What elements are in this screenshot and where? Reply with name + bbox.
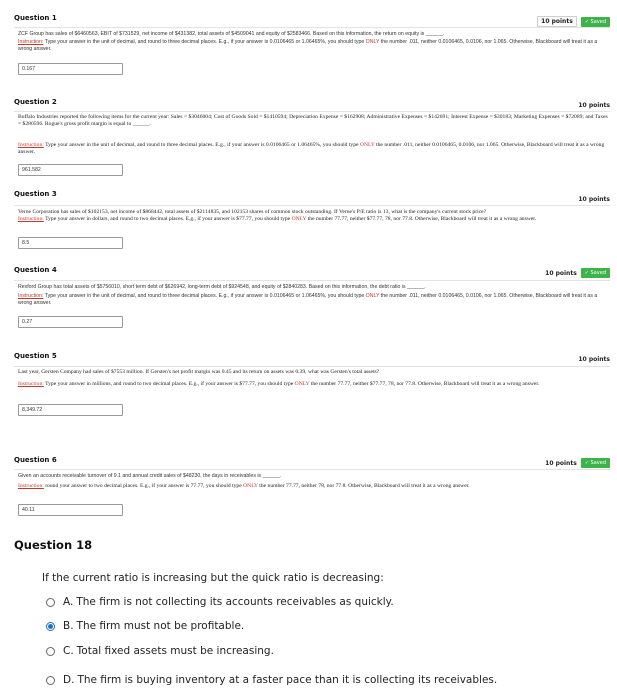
points-label: 10 points — [578, 356, 610, 363]
instruction-label: Instruction: — [18, 216, 44, 222]
option-c[interactable] — [46, 645, 274, 657]
instruction-part: Type your answer in millions, and round to two decimal places. E.g., if your answer is $77.77, you should type — [43, 381, 295, 387]
answer-input[interactable]: 0.27 — [18, 316, 123, 328]
points-label: 10 points — [545, 269, 577, 277]
instruction-text — [18, 381, 610, 388]
question-title: Question 4 — [14, 266, 57, 274]
instruction-part: Type your answer in the unit of decimal, and round to three decimal places. E.g., if your answer is 0.0106465 or 1.06465%, you should type — [43, 293, 366, 299]
option-d[interactable] — [46, 674, 497, 686]
instruction-part: the number 77.77, neither 78, nor 77.8. Otherwise, Blackboard will treat it as a wrong answer. — [257, 483, 470, 489]
points-area — [578, 356, 610, 363]
question-block-2 — [14, 98, 610, 180]
divider — [14, 27, 610, 28]
points-label: 10 points — [578, 196, 610, 203]
question-prompt: Given an accounts receivable turnover of 9.1 and annual credit sales of $48230, the days in receivables is ______. — [18, 473, 282, 479]
instruction-text — [18, 216, 610, 223]
divider — [14, 280, 610, 281]
option-letter: A. — [63, 596, 74, 608]
instruction-only: ONLY — [365, 293, 380, 299]
saved-badge: ✓ Saved — [581, 458, 610, 468]
instruction-label: Instruction: — [18, 142, 44, 148]
question-title: Question 6 — [14, 456, 57, 464]
points-area — [578, 196, 610, 203]
instruction-part: Type your answer in dollars, and round to two decimal places. E.g., if your answer is $77.77, you should type — [43, 216, 292, 222]
instruction-only: ONLY — [365, 39, 380, 45]
saved-badge: ✓ Saved — [581, 17, 610, 27]
question-block-5 — [14, 352, 610, 442]
instruction-part: the number .011, neither 0.0106465, 0.0106, nor 1.065. Otherwise, Blackboard will treat it as a wrong answer. — [18, 39, 598, 52]
question-title: Question 18 — [14, 538, 93, 552]
question-prompt: Rexford Group has total assets of $5756010, short term debt of $626942, long-term debt of $924548, and equity of $2840283. Based on this information, the debt ratio is ______. — [18, 284, 426, 290]
question-prompt: Verne Corporation has sales of $102153, net income of $868442, total assets of $2114835, and 102153 shares of common stock outstanding. If Verne's P/E ratio is 13, what is the company's current stock price? — [18, 209, 487, 215]
points-label: 10 points — [578, 102, 610, 109]
points-label: 10 points — [545, 459, 577, 467]
answer-input[interactable]: 0.167 — [18, 63, 123, 75]
question-prompt: If the current ratio is increasing but the quick ratio is decreasing: — [42, 572, 384, 584]
answer-input[interactable]: 961.582 — [18, 164, 123, 176]
instruction-only: ONLY — [359, 142, 375, 148]
instruction-only: ONLY — [243, 483, 258, 489]
option-letter: D. — [63, 674, 75, 686]
question-block-4 — [14, 266, 610, 332]
radio-button[interactable] — [46, 647, 55, 656]
radio-button-selected[interactable] — [46, 622, 55, 631]
question-title: Question 3 — [14, 190, 57, 198]
instruction-part: Type your answer in the unit of decimal, and round to three decimal places. E.g., if your answer is 0.0106465 or 1.06465%, you should type — [43, 39, 366, 45]
instruction-text — [18, 39, 610, 53]
instruction-text — [18, 142, 610, 156]
question-prompt: ZCF Group has sales of $6460563, EBIT of $731529, net income of $431382, total assets of $4509041 and equity of $2583466. Based on this information, the return on equity is ______. — [18, 31, 445, 37]
instruction-only: ONLY — [291, 216, 307, 222]
option-text: The firm is not collecting its accounts receivables as quickly. — [76, 596, 394, 608]
instruction-part: the number 77.77, neither $77.77, 78, nor 77.8. Otherwise, Blackboard will treat it as a wrong answer. — [309, 381, 540, 387]
answer-input[interactable]: 40.11 — [18, 504, 123, 516]
option-letter: C. — [63, 645, 74, 657]
answer-input[interactable]: 8,349.72 — [18, 404, 123, 416]
radio-button[interactable] — [46, 676, 55, 685]
points-area — [578, 102, 610, 109]
instruction-part: Type your answer in the unit of decimal, and round to three decimal places. E.g., if your answer is 0.0106465 or 1.06465%, you should type — [43, 142, 360, 148]
saved-badge: ✓ Saved — [581, 268, 610, 278]
answer-input[interactable]: 8.5 — [18, 237, 123, 249]
instruction-part: round your answer to two decimal places. E.g., if your answer is 77.77, you should type — [43, 483, 244, 489]
instruction-part: the number .011, neither 0.0106465, 0.0106, nor 1.065. Otherwise, Blackboard will treat it as a wrong answer. — [18, 142, 605, 155]
option-text: The firm must not be profitable. — [76, 620, 245, 632]
question-block-18 — [14, 538, 610, 696]
divider — [14, 205, 610, 206]
option-text: The firm is buying inventory at a faster pace than it is collecting its receivables. — [77, 674, 498, 686]
question-block-3 — [14, 190, 610, 258]
divider — [14, 366, 610, 367]
points-label: 10 points — [537, 16, 577, 27]
divider — [14, 111, 610, 112]
instruction-label: Instruction: — [18, 39, 44, 45]
question-prompt: Last year, Gersten Company had sales of $7553 million. If Gersten's net profit margin was 0.45 and its return on assets was 0.39, what was Gersten's total assets? — [18, 369, 380, 375]
points-area — [537, 16, 610, 27]
question-block-6 — [14, 456, 610, 522]
option-text: Total fixed assets must be increasing. — [76, 645, 274, 657]
divider — [14, 469, 610, 470]
instruction-part: the number 77.77, neither $77.77, 78, nor 77.8. Otherwise, Blackboard will treat it as a wrong answer. — [306, 216, 537, 222]
instruction-label: Instruction: — [18, 381, 44, 387]
option-a[interactable] — [46, 596, 394, 608]
question-title: Question 2 — [14, 98, 57, 106]
instruction-text — [18, 483, 610, 490]
instruction-text — [18, 293, 610, 307]
question-title: Question 1 — [14, 14, 57, 22]
option-letter: B. — [63, 620, 74, 632]
instruction-label: Instruction: — [18, 293, 44, 299]
radio-button[interactable] — [46, 598, 55, 607]
question-block-1 — [14, 14, 610, 82]
instruction-label: Instruction: — [18, 483, 44, 489]
question-prompt: Buffalo Industries reported the following items for the current year: Sales = $3046004; Cost of Goods Sold = $1410594; Depreciation Expense = $162908; Administrative Expenses = $142691; Interest Expense = $30183; Marketing Expenses = $72089; and Taxes = $280596. Rogue's gross profit margin is equal to ______. — [18, 114, 608, 127]
question-title: Question 5 — [14, 352, 57, 360]
points-area — [545, 458, 610, 468]
instruction-part: the number .011, neither 0.0106465, 0.0106, nor 1.065. Otherwise, Blackboard will treat it as a wrong answer. — [18, 293, 598, 306]
option-b[interactable] — [46, 620, 244, 632]
points-area — [545, 268, 610, 278]
instruction-only: ONLY — [294, 381, 310, 387]
